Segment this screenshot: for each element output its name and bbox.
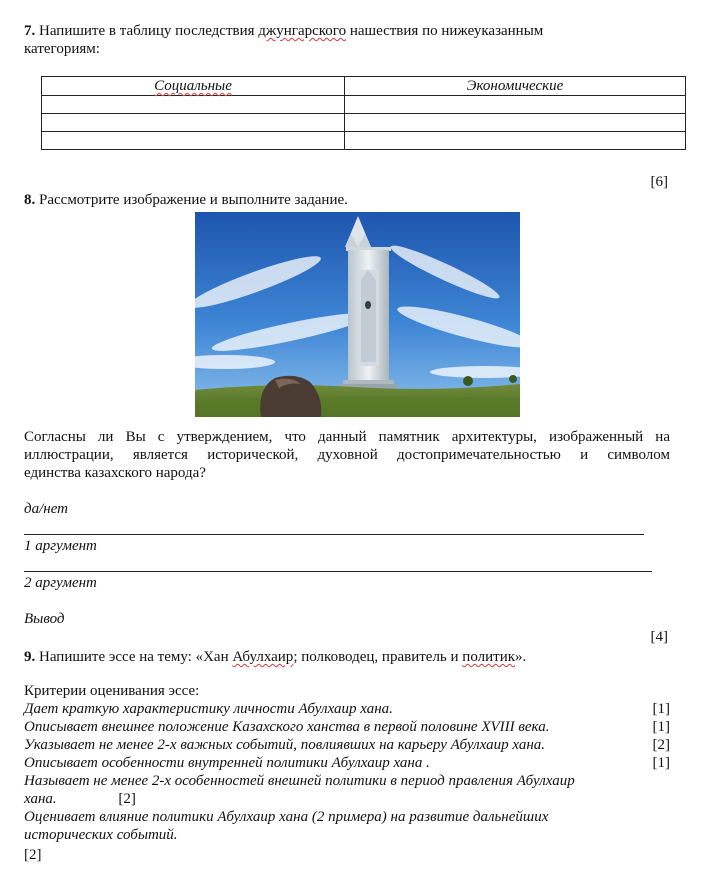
q8-number: 8.: [24, 192, 36, 208]
q9-highlight-politik: политик: [462, 649, 516, 665]
q8-question-line3: единства казахского народа?: [24, 465, 206, 481]
table-row: [42, 132, 686, 150]
criterion-points: [2]: [652, 737, 670, 753]
criterion-points: [1]: [652, 755, 670, 771]
table-cell[interactable]: [345, 96, 686, 114]
q9-text-after: ».: [515, 649, 527, 665]
table-header-row: [42, 77, 686, 96]
q7-score: [6]: [650, 174, 668, 190]
q9-text-before: Напишите эссе на тему: «Хан: [35, 649, 233, 665]
criterion5-points: [2]: [118, 791, 136, 807]
table-cell[interactable]: [42, 132, 345, 150]
table-cell[interactable]: [345, 114, 686, 132]
q8-conclusion-label: Вывод: [24, 611, 65, 627]
criterion-row: [24, 700, 670, 718]
criterion5-text: хана.: [24, 791, 57, 807]
criterion6-points: [2]: [24, 847, 42, 863]
q7-highlight-word: джунгарского: [258, 23, 347, 39]
q8-score: [4]: [650, 629, 668, 645]
argument1-line[interactable]: [24, 571, 652, 572]
criterion-row: [24, 754, 670, 772]
q8-question-line1: Согласны ли Вы с утверждением, что данный памятник архитектуры, изображенный на: [24, 429, 670, 445]
q7-title-line2: категориям:: [24, 41, 100, 57]
q7-answer-table: [41, 76, 686, 150]
q7-text-before: Напишите в таблицу последствия: [35, 23, 259, 39]
criterion-text: Указывает не менее 2-х важных событий, повлиявших на карьеру Абулхаир хана.: [24, 737, 546, 753]
table-cell[interactable]: [42, 96, 345, 114]
q7-title: [24, 22, 684, 40]
q9-text-mid: ; полководец, правитель и: [293, 649, 463, 665]
table-row: [42, 114, 686, 132]
criterion-text: Дает краткую характеристику личности Абулхаир хана.: [24, 701, 393, 717]
criterion5-line2: [24, 790, 136, 808]
criterion-text: Описывает особенности внутренней политики Абулхаир хана .: [24, 755, 430, 771]
table-cell[interactable]: [42, 114, 345, 132]
criterion6-line2: исторических событий.: [24, 827, 178, 843]
criterion-points: [1]: [652, 719, 670, 735]
q8-title: [24, 191, 348, 209]
q9-criteria-title: Критерии оценивания эссе:: [24, 683, 200, 699]
criterion-points: [1]: [652, 701, 670, 717]
criterion-row: [24, 736, 670, 754]
criterion6-line1: Оценивает влияние политики Абулхаир хана (2 примера) на развитие дальнейших: [24, 809, 549, 825]
q9-number: 9.: [24, 649, 36, 665]
criterion5-line1: Называет не менее 2-х особенностей внешней политики в период правления Абулхаир: [24, 773, 575, 789]
monument-photo: [195, 212, 520, 417]
q7-text-after: нашествия по нижеуказанным: [346, 23, 544, 39]
q8-instruction: Рассмотрите изображение и выполните задание.: [35, 192, 348, 208]
q7-number: 7.: [24, 23, 36, 39]
criterion-row: [24, 718, 670, 736]
q9-highlight-abulkhair: Абулхаир: [232, 649, 294, 665]
table-cell[interactable]: [345, 132, 686, 150]
q8-argument2-label: 2 аргумент: [24, 575, 97, 591]
q8-answer-label: да/нет: [24, 501, 68, 517]
q8-question-line2: иллюстрации, является исторической, духовной достопримечательностью и символом: [24, 447, 670, 463]
table-header-social: Социальные: [42, 77, 345, 96]
answer-line[interactable]: [24, 534, 644, 535]
criterion-text: Описывает внешнее положение Казахского ханства в первой половине XVIII века.: [24, 719, 550, 735]
q8-argument1-label: 1 аргумент: [24, 538, 97, 554]
table-row: [42, 96, 686, 114]
table-header-economic: Экономические: [345, 77, 686, 96]
q9-title: [24, 648, 684, 666]
